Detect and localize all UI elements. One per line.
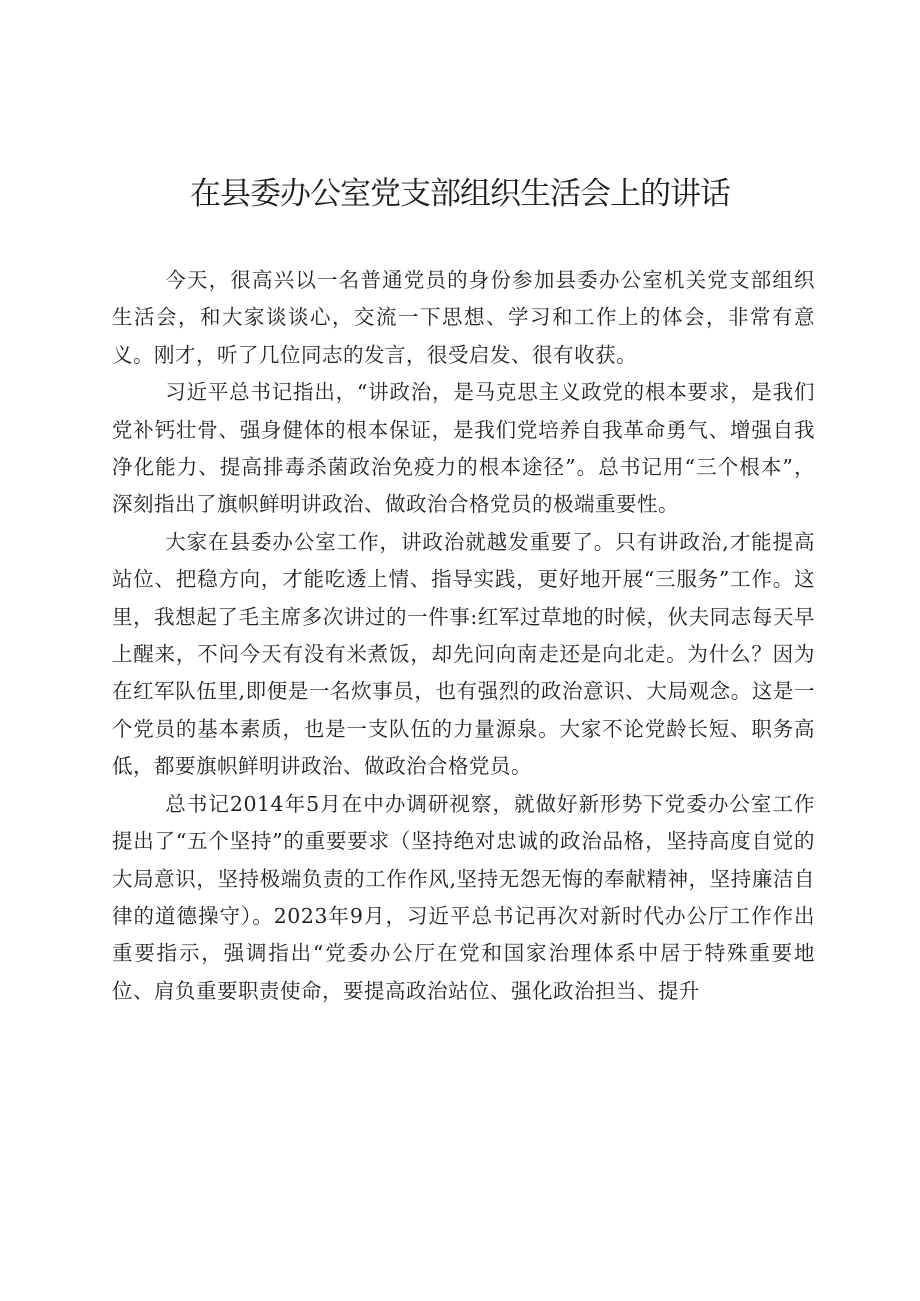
paragraph: 今天，很高兴以一名普通党员的身份参加县委办公室机关党支部组织生活会，和大家谈谈心，交流一下思想、学习和工作上的体会，非常有意义。刚才，听了几位同志的发言，很受启发、很有收获。 xyxy=(112,268,815,367)
paragraph: 大家在县委办公室工作，讲政治就越发重要了。只有讲政治,才能提高站位、把稳方向，才能吃透上情、指导实践，更好地开展“三服务”工作。这里，我想起了毛主席多次讲过的一件事:红军过草地的时候，伙夫同志每天早上醒来，不问今天有没有米煮饭，却先问向南走还是向北走。为什么？因为在红军队伍里,即便是一名炊事员，也有强烈的政治意识、大局观念。这是一个党员的基本素质，也是一支队伍的力量源泉。大家不论党龄长短、职务高低，都要旗帜鲜明讲政治、做政治合格党员。 xyxy=(112,529,815,779)
paragraph: 总书记2014年5月在中办调研视察，就做好新形势下党委办公室工作提出了“五个坚持”的重要要求（坚持绝对忠诚的政治品格，坚持高度自觉的大局意识，坚持极端负责的工作作风,坚持无怨无悔的奉献精神，坚持廉洁自律的道德操守）。2023年9月，习近平总书记再次对新时代办公厅工作作出重要指示，强调指出“党委办公厅在党和国家治理体系中居于特殊重要地位、肩负重要职责使命，要提高政治站位、强化政治担当、提升 xyxy=(112,791,815,1003)
document-body xyxy=(112,262,815,1010)
paragraph: 习近平总书记指出，“讲政治，是马克思主义政党的根本要求，是我们党补钙壮骨、强身健体的根本保证，是我们党培养自我革命勇气、增强自我净化能力、提高排毒杀菌政治免疫力的根本途径”。总书记用“三个根本”，深刻指出了旗帜鲜明讲政治、做政治合格党员的极端重要性。 xyxy=(112,380,815,517)
page-title: 在县委办公室党支部组织生活会上的讲话 xyxy=(190,176,730,212)
